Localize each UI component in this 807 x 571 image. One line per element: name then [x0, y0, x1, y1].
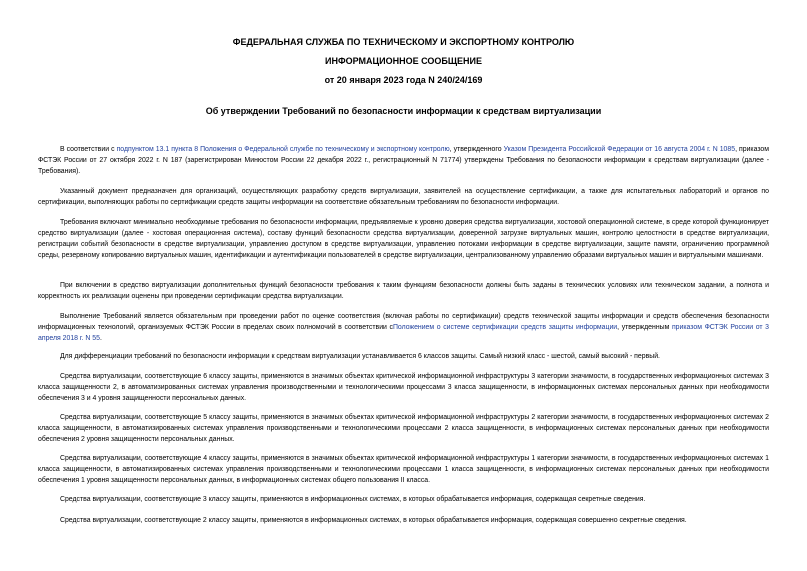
link-presidential-decree[interactable]: Указом Президента Российской Федерации от 16 августа 2004 г. N 1085 [503, 146, 736, 153]
document-title: Об утверждении Требований по безопасности информации к средствам виртуализации [205, 106, 602, 116]
paragraph-class-6 [38, 371, 769, 404]
paragraph-text: , утвержденного [449, 146, 504, 153]
link-regulation-subpoint[interactable]: подпунктом 13.1 пункта 8 Положения о Федеральной службе по техническому и экспортному контролю [116, 146, 450, 153]
paragraph-mandatory-compliance [38, 311, 769, 344]
link-fstek-order[interactable]: приказом ФСТЭК России от 3 апреля 2018 г. N 55 [38, 324, 770, 342]
paragraph-text: В соответствии с [60, 146, 117, 153]
paragraph-text: Средства виртуализации, соответствующие 4 классу защиты, применяются в значимых объектах критической информационной инфраструктуры 1 категории значимости, в государственных информационных системах 1 класса защищенности, в автоматизированных системах управления производственными и технологическими процессами 1 класса защищенности, в информационных системах персональных данных при необходимости обеспечения 1 уровня защищенности персональных данных, в информационных системах общего пользования II класса. [38, 455, 769, 484]
paragraph-class-4 [38, 453, 769, 486]
paragraph-text: Средства виртуализации, соответствующие 3 классу защиты, применяются в информационных системах, в которых обрабатывается информация, содержащая секретные сведения. [60, 496, 646, 503]
paragraph-purpose [38, 186, 769, 208]
paragraph-text: , приказом ФСТЭК России от 27 октября 2022 г. N 187 (зарегистрирован Минюстом России 22 декабря 2022 г., регистрационный N 71774) утверждены Требования по безопасности информации к средствам виртуализации (далее - Требования). [38, 146, 769, 175]
agency-heading: ФЕДЕРАЛЬНАЯ СЛУЖБА ПО ТЕХНИЧЕСКОМУ И ЭКСПОРТНОМУ КОНТРОЛЮ [232, 37, 575, 47]
paragraph-class-3 [38, 494, 769, 505]
paragraph-text: Средства виртуализации, соответствующие 6 классу защиты, применяются в значимых объектах критической информационной инфраструктуры 3 категории значимости, в государственных информационных системах 3 класса защищенности 2, в автоматизированных системах управления производственными и технологическими процессами 3 класса защищенности, в информационных системах персональных данных при необходимости обеспечения 3 и 4 уровня защищенности персональных данных. [38, 373, 769, 402]
paragraph-text: , утвержденным [617, 324, 672, 331]
paragraph-class-5 [38, 412, 769, 445]
paragraph-legal-basis [38, 144, 769, 177]
document-type-heading: ИНФОРМАЦИОННОЕ СООБЩЕНИЕ [325, 56, 482, 66]
paragraph-additional-functions [38, 280, 769, 302]
paragraph-text: . [99, 335, 102, 342]
paragraph-text: При включении в средство виртуализации дополнительных функций безопасности требования к таким функциям безопасности должны быть заданы в технических условиях или техническом задании, а полнота и корректность их реализации оценены при проведении сертификации средства виртуализации. [38, 282, 769, 300]
paragraph-text: Для дифференциации требований по безопасности информации к средствам виртуализации устанавливается 6 классов защиты. Самый низкий класс - шестой, самый высокий - первый. [60, 353, 660, 360]
paragraph-text: Средства виртуализации, соответствующие 2 классу защиты, применяются в информационных системах, в которых обрабатывается информация, содержащая совершенно секретные сведения. [60, 517, 687, 524]
paragraph-requirements-scope [38, 217, 769, 261]
paragraph-protection-classes [38, 351, 769, 362]
paragraph-text: Требования включают минимально необходимые требования по безопасности информации, предъявляемые к уровню доверия средства виртуализации, хостовой операционной системе, в среде которой функционирует средство виртуализации (далее - хостовая операционная система), составу функций безопасности средства виртуализации, доверенной загрузке виртуальных машин, контролю целостности в средстве виртуализации, регистрации событий безопасности в средстве виртуализации, управлению доступом в средстве виртуализации, управлению потоками информации в средстве виртуализации, защите памяти, ограничению программной среды, резервному копированию виртуальных машин, идентификации и аутентификации пользователей в средстве виртуализации, централизованному управлению образами виртуальных машин и виртуальными машинами. [38, 219, 769, 259]
document-date-number: от 20 января 2023 года N 240/24/169 [324, 75, 483, 85]
link-certification-regulation[interactable]: Положением о системе сертификации средств защиты информации [392, 324, 618, 331]
paragraph-text: Указанный документ предназначен для организаций, осуществляющих разработку средств виртуализации, заявителей на осуществление сертификации, а также для испытательных лабораторий и органов по сертификации, выполняющих работы по сертификации средств защиты информации на соответствие обязательным требованиям по безопасности информации. [38, 188, 769, 206]
paragraph-text: Выполнение Требований является обязательным при проведении работ по оценке соответствия (включая работы по сертификации) средств технической защиты информации и средств обеспечения безопасности информационных технологий, организуемых ФСТЭК России в пределах своих полномочий в соответствии с [38, 313, 769, 331]
paragraph-class-2 [38, 515, 769, 526]
paragraph-text: Средства виртуализации, соответствующие 5 классу защиты, применяются в значимых объектах критической информационной инфраструктуры 2 категории значимости, в государственных информационных системах 2 класса защищенности, в автоматизированных системах управления производственными и технологическими процессами 2 класса защищенности, в информационных системах персональных данных при необходимости обеспечения 2 уровня защищенности персональных данных. [38, 414, 769, 443]
